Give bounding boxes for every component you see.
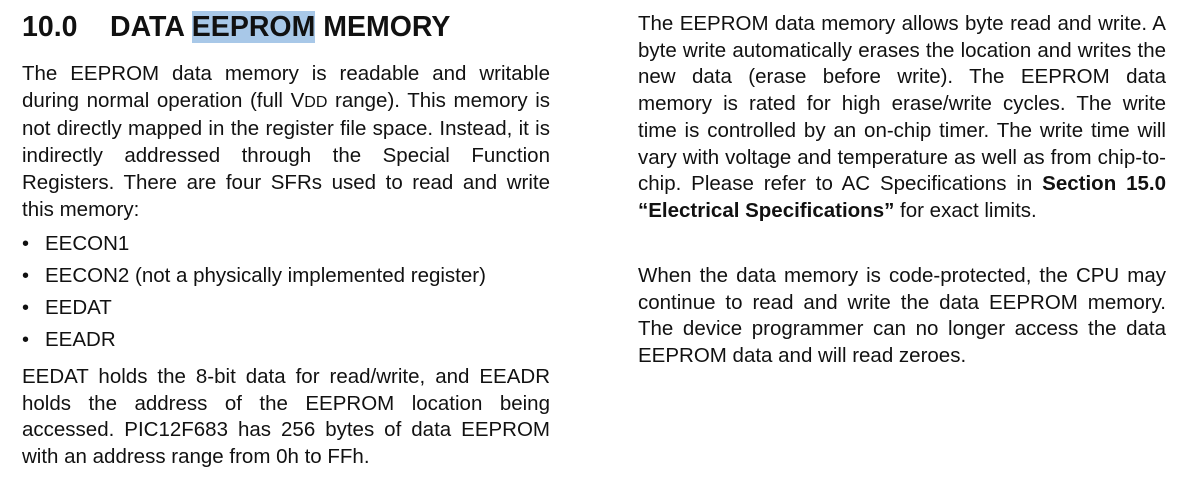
section-title-highlight[interactable]: EEPROM: [191, 11, 316, 43]
bullet-icon: •: [22, 265, 30, 287]
vdd-symbol-dd: DD: [304, 93, 328, 111]
code-protect-paragraph: When the data memory is code-protected, the CPU may continue to read and write the data EEPROM memory. The device programmer can no longer access the data EEPROM data and will read zeroes.: [638, 264, 1166, 368]
bullet-icon: •: [22, 297, 30, 319]
bullet-icon: •: [22, 233, 30, 255]
section-heading: [22, 10, 450, 44]
sfr-list: [22, 231, 550, 359]
list-item-text: EECON1: [45, 232, 130, 255]
byte-write-paragraph: [638, 11, 1166, 225]
byte-write-text-part2: for exact limits.: [894, 198, 1037, 222]
list-item-text: EEDAT: [45, 296, 112, 319]
section-title-before: DATA: [110, 11, 192, 43]
list-item: [22, 295, 550, 327]
vdd-symbol-v: V: [290, 88, 305, 112]
intro-text-part2: range). This memory is not directly mapped in the register file space. Instead, it is indirectly addressed through the Special Function Registers. There are four SFRs used to read and write this memory:: [22, 88, 550, 221]
intro-text-part1: The EEPROM data memory is readable and writable during normal operation (full: [22, 62, 550, 112]
byte-write-text-part1: The EEPROM data memory allows byte read and write. A byte write automatically erases the location and writes the new data (erase before write). The EEPROM data memory is rated for high erase/write cycles. The write time is controlled by an on-chip timer. The write time will vary with voltage and temperature as well as from chip-to-chip. Please refer to AC Specifications in: [638, 12, 1166, 196]
section-reference-link[interactable]: Section 15.0 “Electrical Specifications”: [638, 172, 1166, 222]
list-item: [22, 327, 550, 359]
section-number: 10.0: [22, 11, 78, 43]
bullet-icon: •: [22, 329, 30, 351]
list-item: [22, 231, 550, 263]
list-item-text: EECON2 (not a physically implemented register): [45, 264, 486, 287]
section-title-after: MEMORY: [315, 11, 451, 43]
list-item: [22, 263, 550, 295]
intro-paragraph: [22, 61, 550, 223]
list-item-text: EEADR: [45, 328, 116, 351]
eedat-eeadr-paragraph: EEDAT holds the 8-bit data for read/write, and EEADR holds the address of the EEPROM location being accessed. PIC12F683 has 256 bytes of data EEPROM with an address range from 0h to FFh.: [22, 365, 550, 469]
